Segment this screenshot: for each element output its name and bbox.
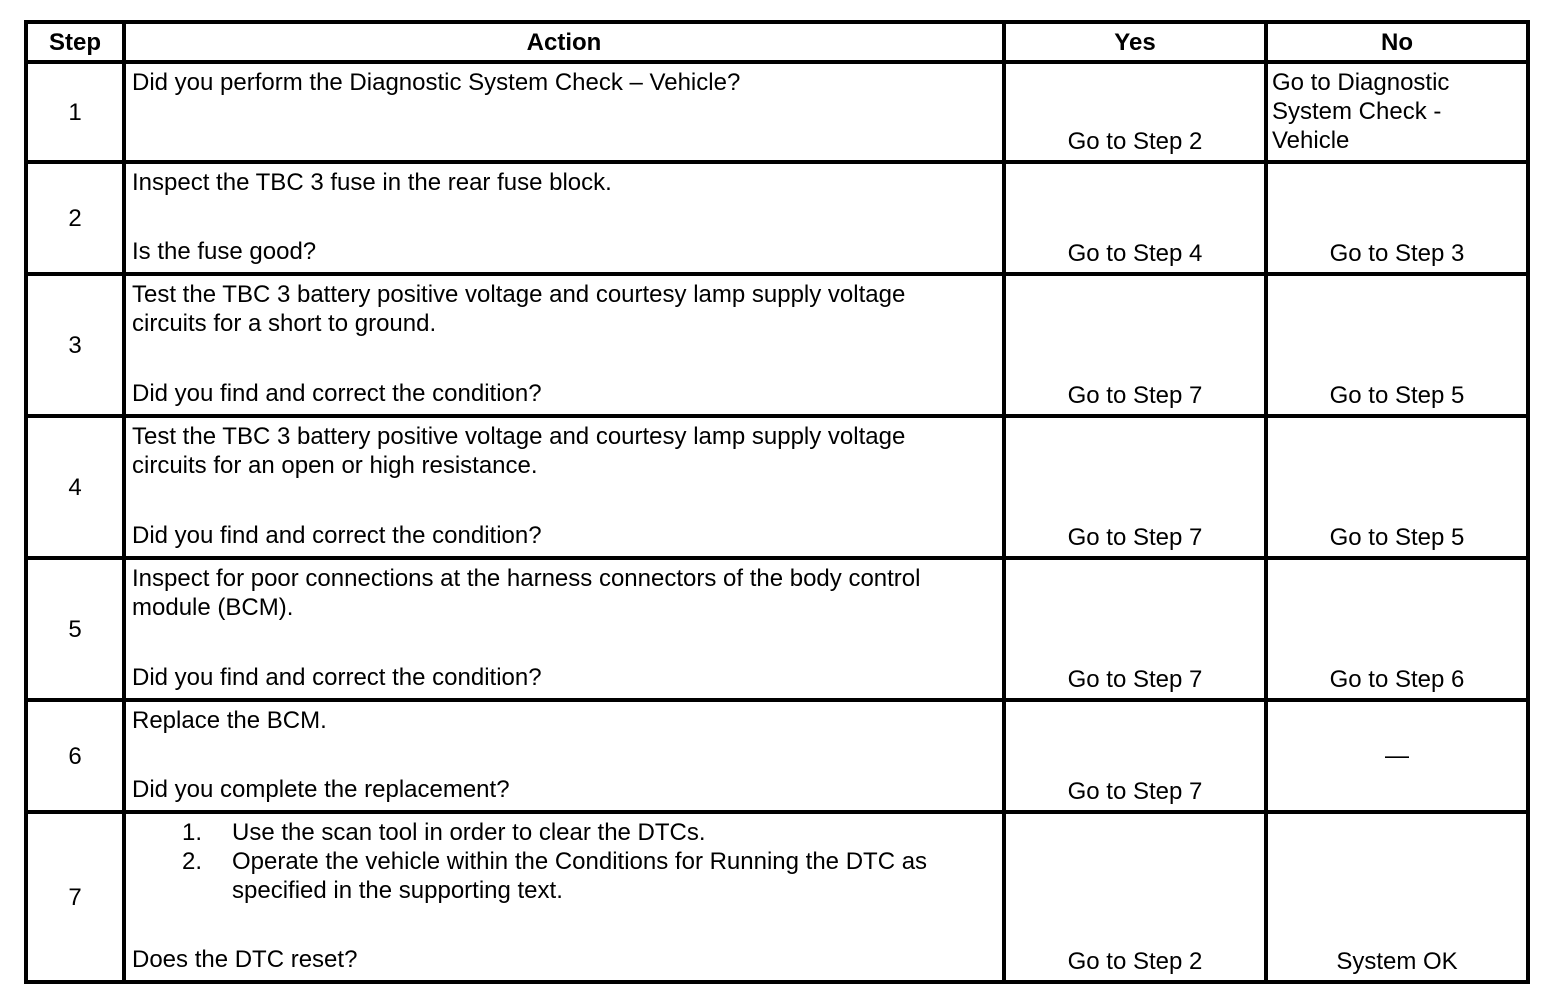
step-number: 4 [26,416,124,558]
yes-text: Go to Step 7 [1067,666,1203,693]
yes-cell [1004,700,1266,812]
action-text: Test the TBC 3 battery positive voltage and courtesy lamp supply voltage circuits for a short to ground. [132,281,906,337]
table-row [26,558,1528,700]
yes-text: Go to Step 7 [1067,382,1203,409]
table-row [26,812,1528,982]
no-text: Go to Step 5 [1329,524,1465,551]
action-cell [124,812,1004,982]
header-action: Action [124,22,1004,62]
yes-cell [1004,62,1266,162]
step-number: 6 [26,700,124,812]
action-text: Inspect the TBC 3 fuse in the rear fuse block. [132,169,612,196]
list-item-text: Use the scan tool in order to clear the DTCs. [232,819,706,846]
no-cell [1266,812,1528,982]
step-number: 2 [26,162,124,274]
yes-cell [1004,162,1266,274]
list-item-text: Operate the vehicle within the Conditions for Running the DTC as specified in the supporting text. [232,848,928,904]
no-cell [1266,274,1528,416]
yes-text: Go to Step 7 [1067,524,1203,551]
action-text: Did you perform the Diagnostic System Check – Vehicle? [132,69,741,96]
action-question: Is the fuse good? [132,238,317,265]
no-text: Go to Step 3 [1329,240,1465,267]
no-text: Go to Diagnostic System Check - Vehicle [1272,69,1450,154]
yes-cell [1004,274,1266,416]
action-text: Replace the BCM. [132,707,327,734]
action-text: Test the TBC 3 battery positive voltage and courtesy lamp supply voltage circuits for an open or high resistance. [132,423,906,479]
yes-text: Go to Step 7 [1067,778,1203,805]
table-row [26,62,1528,162]
yes-cell [1004,558,1266,700]
no-text: Go to Step 6 [1329,666,1465,693]
action-cell [124,700,1004,812]
step-number: 7 [26,812,124,982]
yes-text: Go to Step 2 [1067,128,1203,155]
no-text: System OK [1336,948,1458,975]
action-cell [124,558,1004,700]
action-question: Did you find and correct the condition? [132,522,542,549]
step-number: 5 [26,558,124,700]
list-item-number: 2. [182,848,203,875]
action-cell [124,274,1004,416]
yes-text: Go to Step 2 [1067,948,1203,975]
list-item [182,818,996,847]
header-no: No [1266,22,1528,62]
action-question: Does the DTC reset? [132,946,358,973]
diagnostic-table [24,20,1530,984]
no-cell [1266,558,1528,700]
action-cell [124,62,1004,162]
step-number: 1 [26,62,124,162]
action-question: Did you find and correct the condition? [132,380,542,407]
table-row [26,162,1528,274]
step-number: 3 [26,274,124,416]
action-text: Inspect for poor connections at the harness connectors of the body control module (BCM). [132,565,921,621]
header-step: Step [26,22,124,62]
yes-text: Go to Step 4 [1067,240,1203,267]
no-cell [1266,416,1528,558]
action-question: Did you complete the replacement? [132,776,510,803]
action-cell [124,162,1004,274]
table-row [26,274,1528,416]
no-cell [1266,162,1528,274]
header-row [26,22,1528,62]
table-row [26,416,1528,558]
list-item [182,847,972,905]
no-cell [1266,62,1528,162]
yes-cell [1004,812,1266,982]
header-yes: Yes [1004,22,1266,62]
yes-cell [1004,416,1266,558]
no-cell [1266,700,1528,812]
no-text: — [1385,742,1409,770]
action-list [132,818,996,905]
no-text: Go to Step 5 [1329,382,1465,409]
table-row [26,700,1528,812]
action-cell [124,416,1004,558]
list-item-number: 1. [182,819,203,846]
action-question: Did you find and correct the condition? [132,664,542,691]
